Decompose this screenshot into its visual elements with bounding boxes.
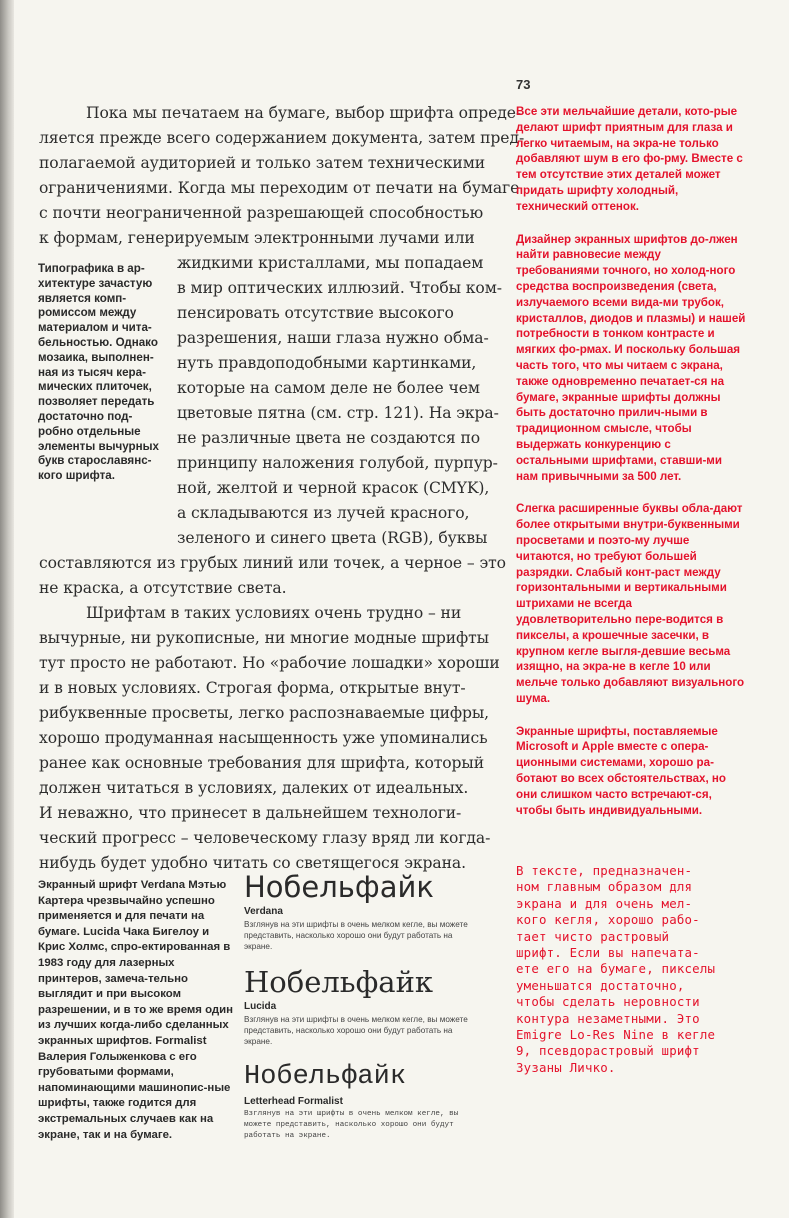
pixel-line: чтобы сделать неровности — [516, 994, 700, 1010]
main-text-line: в мир оптических иллюзий. Чтобы ком- — [177, 279, 502, 297]
sample-word: Нобельфайк — [244, 870, 434, 904]
sample-small-text: Взглянув на эти шрифты в очень мелком кегле, вы можете представить, насколько хорошо они будут работать на экране. — [244, 920, 468, 952]
main-text-line: рибуквенные просветы, легко распознаваемые цифры, — [39, 704, 490, 722]
sample-word: Нобельфайк — [244, 1062, 407, 1092]
red-paragraph: Все эти мельчайшие детали, кото-рые делают шрифт приятным для глаза и легко читаемым, на экра-не только добавляют шум в его фо-рму. Вместе с тем отсутствие этих деталей может придать шрифту холодный, технический оттенок. — [516, 105, 743, 213]
side-caption-architecture — [38, 262, 166, 484]
caption-line: ромиссом между — [38, 306, 137, 320]
main-text-line: с почти неограниченной разрешающей способностью — [39, 204, 484, 222]
pixel-line: ном главным образом для — [516, 879, 693, 895]
main-text-line: вычурные, ни рукописные, ни многие модные шрифты — [39, 629, 489, 647]
pixel-font-sample-text — [516, 863, 756, 1076]
main-text-line: ляется прежде всего содержанием документа, затем пред- — [39, 129, 525, 147]
main-text-line: хорошо продуманная насыщенность уже упоминались — [39, 729, 488, 747]
pixel-line: 9, псевдорастровый шрифт — [516, 1043, 700, 1059]
pixel-line: Emigre Lo-Res Nine в кегле — [516, 1027, 716, 1043]
pixel-line: ете его на бумаге, пикселы — [516, 961, 716, 977]
main-text-line: не краска, а отсутствие света. — [39, 579, 287, 597]
main-text-line: И неважно, что принесет в дальнейшем технологи- — [39, 804, 462, 822]
pixel-line: В тексте, предназначен- — [516, 863, 693, 878]
pixel-line: кого кегля, хорошо рабо- — [516, 912, 700, 928]
caption-line: робно отдельные — [38, 424, 141, 438]
sample-word: Нобельфайк — [244, 965, 434, 999]
main-text-line: разрешения, наши глаза нужно обма- — [177, 329, 489, 347]
main-text-line: тут просто не работают. Но «рабочие лошадки» хороши — [39, 654, 500, 672]
main-text-line: полагаемой аудиторией и только затем техническими — [39, 154, 486, 172]
pixel-line: уменьшатся достаточно, — [516, 977, 685, 993]
main-text-line: ческий прогресс – человеческому глазу вряд ли когда- — [39, 829, 491, 847]
red-paragraph: Слегка расширенные буквы обла-дают более открытыми внутри-буквенными просветами и поэто-му лучше читаются, но требуют большей разрядки. Слабый конт-раст между горизонтальными и вертикальными штрихами не всегда удовлетворительно пере-водится в пикселы, а крошечные засечки, в крупном кегле выгля-девшие весьма изящно, на экра-не в кегле 10 или мельче только добавляют визуального шума. — [516, 502, 745, 705]
main-text-line: а складываются из лучей красного, — [177, 504, 470, 522]
sample-small-text: Взглянув на эти шрифты в очень мелком кегле, вы можете представить, насколько хорошо они будут работать на экране. — [244, 1110, 459, 1141]
red-paragraph: Дизайнер экранных шрифтов до-лжен найти равновесие между требованиями точного, но холод-ного средства воспроизведения (света, излучаемого всеми вида-ми трубок, кристаллов, диодов и плазмы) и нашей потребности в тонком контрасте и мягких фо-рмах. И поскольку большая часть того, что мы читаем с экрана, также одновременно печатает-ся на бумаге, экранные шрифты должны быть достаточно прилич-ными в традиционном смысле, чтобы выдержать конкуренцию с остальными шрифтами, ставши-ми нам привычными за 500 лет. — [516, 232, 746, 483]
caption-line: является комп- — [38, 291, 127, 305]
caption-line: бельностью. Однако — [38, 335, 158, 349]
pixel-line: контура незаметными. Это — [516, 1010, 700, 1026]
page-number: 73 — [516, 77, 531, 92]
caption-line: достаточно под- — [38, 409, 133, 423]
main-text-line: принципу наложения голубой, пурпур- — [177, 454, 498, 472]
caption-line: мических плиточек, — [38, 380, 152, 394]
main-text-line: не различные цвета не создаются по — [177, 429, 481, 447]
caption-line: элементы вычурных — [38, 439, 159, 453]
main-text-line: Пока мы печатаем на бумаге, выбор шрифта опреде- — [86, 104, 522, 122]
caption-line: Типографика в ар- — [38, 262, 145, 275]
main-text-line: пенсировать отсутствие высокого — [177, 304, 454, 322]
pixel-line: Зузаны Личко. — [516, 1059, 616, 1075]
font-sample-lucida — [244, 965, 494, 1048]
caption-line: хитектуре зачастую — [38, 276, 153, 290]
caption-line: мозаика, выполнен- — [38, 350, 154, 364]
main-text-line: цветовые пятна (см. стр. 121). На экра- — [177, 404, 499, 422]
red-paragraph: Экранные шрифты, поставляемые Microsoft и Apple вместе с опера-ционными системами, хорошо ра-ботают во всех обстоятельствах, но они слишком часто встречают-ся, чтобы быть индивидуальными. — [516, 724, 727, 817]
caption-line: материалом и чита- — [38, 321, 152, 335]
font-sample-letterhead-formalist — [244, 1060, 494, 1143]
main-text-line: к формам, генерируемым электронными лучами или — [39, 229, 475, 247]
main-text-line: должен читаться в условиях, далеких от идеальных. — [39, 779, 469, 797]
font-sample-verdana — [244, 870, 494, 953]
pixel-line: тает чисто растровый — [516, 928, 670, 944]
main-text-line: которые на самом деле не более чем — [177, 379, 480, 397]
caption-line: позволяет передать — [38, 395, 155, 409]
red-sidebar-column — [516, 104, 746, 835]
main-text-line: зеленого и синего цвета (RGB), буквы — [177, 529, 488, 547]
font-comparison-caption: Экранный шрифт Verdana Мэтью Картера чрезвычайно успешно применяется и для печати на бумаге. Lucida Чака Бигелоу и Крис Холмс, спро-ектированная в 1983 году для лазерных принтеров, замеча-тельно выглядит и при высоком разрешении, и в то же время один из лучших когда-либо сделанных экранных шрифтов. Formalist Валерия Голыженкова с его грубоватыми формами, напоминающими машинопис-ные шрифты, также годится для экстремальных случаев как на экране, так и на бумаге. — [38, 879, 234, 1141]
pixel-line: экрана и для очень мел- — [516, 895, 693, 911]
main-text-line: составляются из грубых линий или точек, а черное – это — [39, 554, 506, 572]
sample-font-name: Verdana — [244, 906, 283, 917]
sample-font-name: Letterhead Formalist — [244, 1096, 343, 1107]
main-text-line: жидкими кристаллами, мы попадаем — [177, 254, 484, 272]
sample-small-text: Взглянув на эти шрифты в очень мелком кегле, вы можете представить, насколько хорошо они будут работать на экране. — [244, 1015, 468, 1047]
main-text-line: Шрифтам в таких условиях очень трудно – ни — [86, 604, 462, 622]
main-text-line: и в новых условиях. Строгая форма, открытые внут- — [39, 679, 466, 697]
main-text-line: нуть правдоподобными картинками, — [177, 354, 477, 372]
pixel-line: шрифт. Если вы напечата- — [516, 945, 700, 961]
main-text-line: нибудь будет удобно читать со светящегося экрана. — [39, 854, 466, 872]
caption-line: букв старославянс- — [38, 454, 152, 468]
sample-font-name: Lucida — [244, 1001, 277, 1012]
main-text-line: ранее как основные требования для шрифта, который — [39, 754, 485, 772]
main-text-line: ограничениями. Когда мы переходим от печати на бумаге — [39, 179, 520, 197]
caption-line: ная из тысяч кера- — [38, 365, 146, 379]
main-text-line: ной, желтой и черной красок (CMYK), — [177, 479, 490, 497]
caption-line: кого шрифта. — [38, 469, 115, 483]
